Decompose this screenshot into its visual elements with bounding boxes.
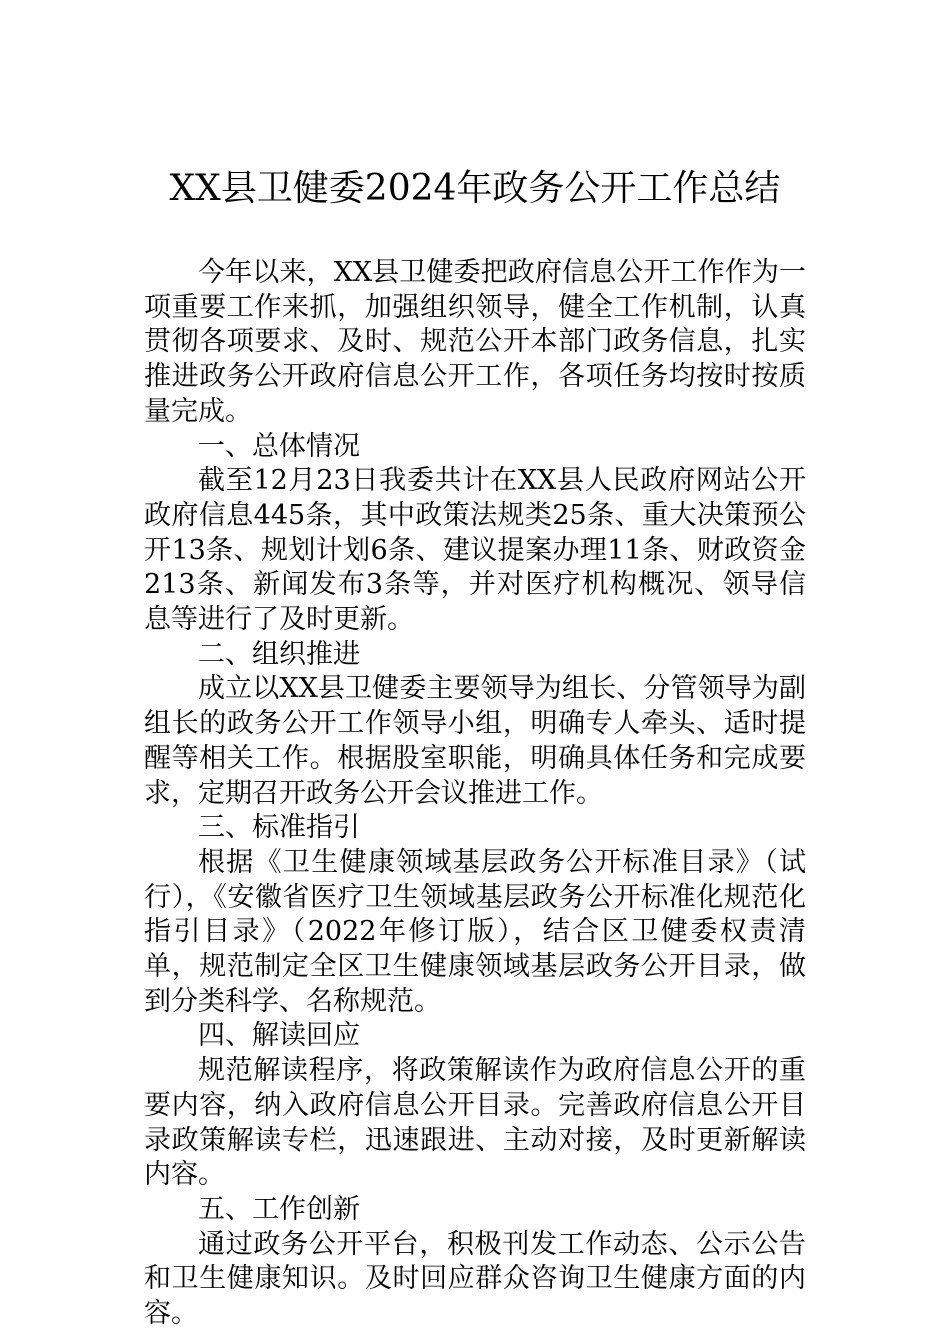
section-heading-standards: 三、标准指引 xyxy=(198,812,360,844)
interpretation-paragraph: 规范解读程序，将政策解读作为政府信息公开的重要内容，纳入政府信息公开目录。完善政府信息公开目录政策解读专栏，迅速跟进、主动对接，及时更新解读内容。 xyxy=(144,1055,806,1191)
document-body xyxy=(144,256,806,1332)
section-heading-overall: 一、总体情况 xyxy=(198,430,360,462)
organization-paragraph: 成立以XX县卫健委主要领导为组长、分管领导为副组长的政务公开工作领导小组，明确专人牵头、适时提醒等相关工作。根据股室职能，明确具体任务和完成要求，定期召开政务公开会议推进工作。 xyxy=(144,673,806,809)
section-heading-interpretation: 四、解读回应 xyxy=(198,1020,360,1052)
overall-paragraph: 截至12月23日我委共计在XX县人民政府网站公开政府信息445条，其中政策法规类25条、重大决策预公开13条、规划计划6条、建议提案办理11条、财政资金213条、新闻发布3条等，并对医疗机构概况、领导信息等进行了及时更新。 xyxy=(144,465,806,636)
section-heading-innovation: 五、工作创新 xyxy=(198,1193,360,1225)
standards-paragraph: 根据《卫生健康领域基层政务公开标准目录》（试行），《安徽省医疗卫生领域基层政务公开标准化规范化指引目录》（2022年修订版），结合区卫健委权责清单，规范制定全区卫生健康领域基层政务公开目录，做到分类科学、名称规范。 xyxy=(144,846,806,1017)
innovation-paragraph: 通过政务公开平台，积极刊发工作动态、公示公告和卫生健康知识。及时回应群众咨询卫生健康方面的内容。 xyxy=(144,1228,806,1330)
document-title: XX县卫健委2024年政务公开工作总结 xyxy=(169,168,781,209)
intro-paragraph: 今年以来，XX县卫健委把政府信息公开工作作为一项重要工作来抓，加强组织领导，健全工作机制，认真贯彻各项要求、及时、规范公开本部门政务信息，扎实推进政务公开政府信息公开工作，各项任务均按时按质量完成。 xyxy=(144,257,806,427)
section-heading-organization: 二、组织推进 xyxy=(198,638,360,670)
